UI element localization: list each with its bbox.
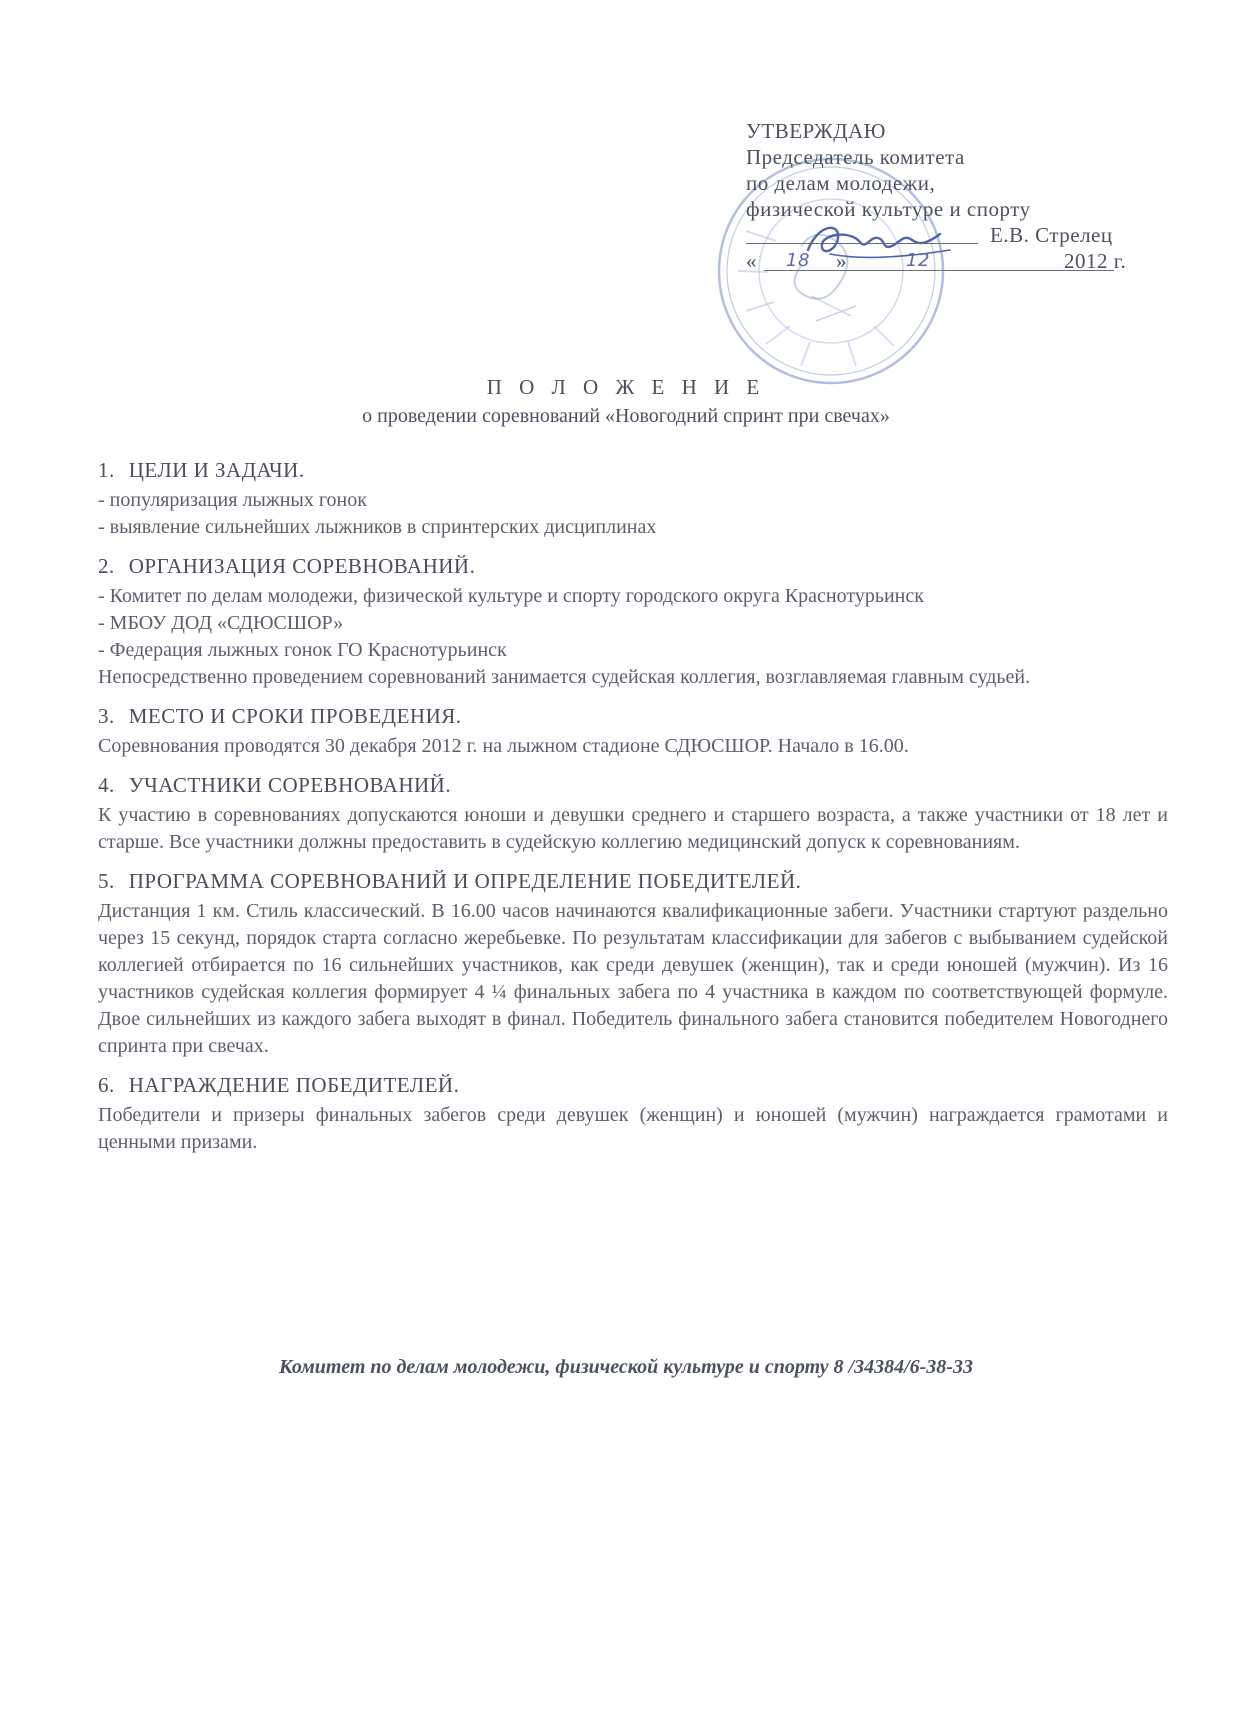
section-awards — [98, 1070, 1168, 1156]
approval-position-line-3: физической культуре и спорту — [746, 197, 1031, 221]
section-title: МЕСТО И СРОКИ ПРОВЕДЕНИЯ. — [128, 704, 462, 728]
section-heading — [98, 455, 1168, 485]
section-number: 3. — [98, 704, 115, 728]
section-number: 4. — [98, 773, 115, 797]
section-goals — [98, 455, 1168, 541]
approval-position-line-2: по делам молодежи, — [746, 171, 936, 195]
section-title: ЦЕЛИ И ЗАДАЧИ. — [128, 458, 305, 482]
footer-contact: Комитет по делам молодежи, физической культуре и спорту 8 /34384/6-38-33 — [279, 1356, 973, 1378]
list-item: - Федерация лыжных гонок ГО Краснотурьинск — [98, 639, 507, 661]
date-underline — [764, 270, 1114, 271]
date-year: 2012 г. — [1064, 249, 1127, 273]
list-item: - Комитет по делам молодежи, физической культуре и спорту городского округа Краснотурьинск — [98, 585, 924, 607]
approval-position-line-1: Председатель комитета — [746, 145, 965, 169]
date-quote-open: « — [746, 249, 757, 273]
section-heading — [98, 551, 1168, 581]
document-title: П О Л О Ж Е Н И Е — [486, 375, 766, 399]
list-item: - выявление сильнейших лыжников в спринтерских дисциплинах — [98, 516, 657, 538]
section-heading — [98, 770, 1168, 800]
approval-heading: УТВЕРЖДАЮ — [746, 119, 886, 143]
section-participants — [98, 770, 1168, 856]
section-title: НАГРАЖДЕНИЕ ПОБЕДИТЕЛЕЙ. — [128, 1073, 460, 1097]
signer-name: Е.В. Стрелец — [990, 223, 1113, 247]
date-quote-close: » — [836, 249, 847, 273]
section-number: 5. — [98, 869, 115, 893]
approval-date — [746, 248, 1146, 276]
section-title: УЧАСТНИКИ СОРЕВНОВАНИЙ. — [128, 773, 452, 797]
section-heading — [98, 1070, 1168, 1100]
section-title: ОРГАНИЗАЦИЯ СОРЕВНОВАНИЙ. — [128, 554, 476, 578]
section-paragraph: Дистанция 1 км. Стиль классический. В 16.00 часов начинаются квалификационные забеги. Участники стартуют раздельно через 15 секунд, порядок старта согласно жеребьевке. По результатам классификации для забегов с выбыванием судейской коллегией отбирается по 16 сильнейших участников, как среди девушек (женщин), так и среди юношей (мужчин). Из 16 участников судейская коллегия формирует 4 ¼ финальных забега по 4 участника в каждом по соответствующей формуле. Двое сильнейших из каждого забега выходят в финал. Победитель финального забега становится победителем Новогоднего спринта при свечах. — [98, 900, 1168, 1057]
signature-underline — [746, 243, 978, 244]
section-organization — [98, 551, 1168, 691]
section-title: ПРОГРАММА СОРЕВНОВАНИЙ И ОПРЕДЕЛЕНИЕ ПОБЕДИТЕЛЕЙ. — [128, 869, 802, 893]
section-paragraph: К участию в соревнованиях допускаются юноши и девушки среднего и старшего возраста, а также участники от 18 лет и старше. Все участники должны предоставить в судейскую коллегию медицинский допуск к соревнованиям. — [98, 804, 1168, 853]
list-item: - популяризация лыжных гонок — [98, 489, 367, 511]
document-subtitle: о проведении соревнований «Новогодний спринт при свечах» — [362, 405, 890, 427]
approval-block — [746, 118, 1146, 276]
section-program — [98, 866, 1168, 1060]
section-paragraph: Непосредственно проведением соревнований занимается судейская коллегия, возглавляемая главным судьей. — [98, 666, 1031, 688]
section-heading — [98, 701, 1168, 731]
section-paragraph: Соревнования проводятся 30 декабря 2012 г. на лыжном стадионе СДЮСШОР. Начало в 16.00. — [98, 735, 909, 757]
date-day: 18 — [786, 250, 810, 271]
section-heading — [98, 866, 1168, 896]
list-item: - МБОУ ДОД «СДЮСШОР» — [98, 612, 344, 634]
section-number: 1. — [98, 458, 115, 482]
date-month: 12 — [906, 250, 930, 271]
signature-line — [746, 222, 1146, 248]
section-number: 2. — [98, 554, 115, 578]
section-paragraph: Победители и призеры финальных забегов среди девушек (женщин) и юношей (мужчин) награждается грамотами и ценными призами. — [98, 1104, 1168, 1153]
document-body — [98, 455, 1168, 1166]
section-place-and-dates — [98, 701, 1168, 760]
section-number: 6. — [98, 1073, 115, 1097]
